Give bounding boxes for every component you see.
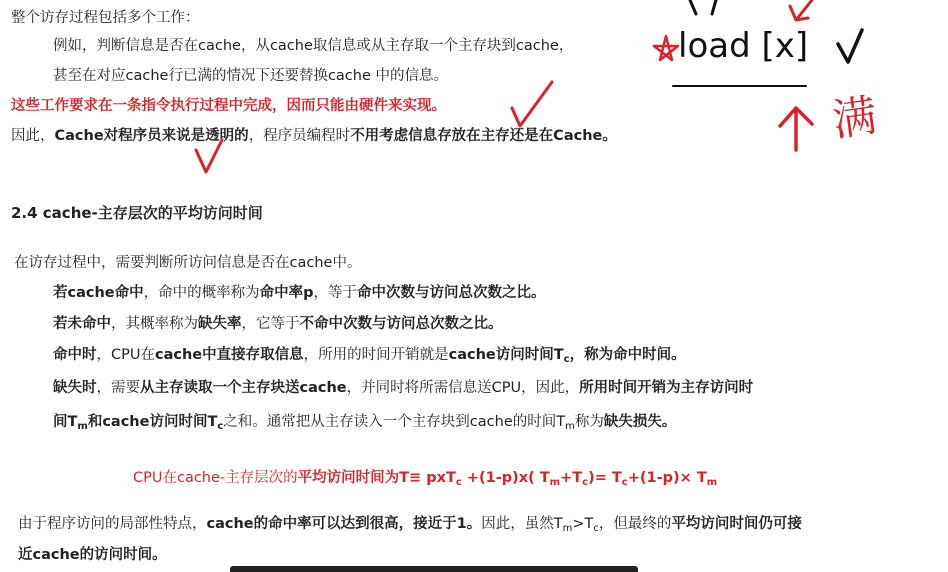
intro-hardware-statement: 这些工作要求在一条指令执行过程中完成，因而只能由硬件来实现。 bbox=[11, 98, 446, 114]
subscript: c bbox=[593, 523, 599, 534]
text-segment-bold: cache的命中率可以达到很高，接近于1。 bbox=[206, 516, 482, 532]
red-up-arrow bbox=[780, 108, 812, 150]
red-star-mark bbox=[654, 36, 678, 60]
text-segment: >T bbox=[572, 516, 594, 532]
red-check-mark bbox=[196, 140, 222, 172]
text-segment: 因此， bbox=[11, 128, 55, 144]
text-segment: 因此，虽然T bbox=[481, 516, 563, 532]
text-segment: CPU在cache-主存层次的 bbox=[133, 470, 298, 486]
text-segment: ，命中的概率称为 bbox=[143, 285, 260, 301]
text-segment: ，需要 bbox=[96, 380, 140, 396]
bottom-scrollbar[interactable] bbox=[230, 566, 638, 572]
text-segment-bold: 缺失时 bbox=[53, 380, 97, 396]
black-check-mark bbox=[838, 30, 862, 62]
text-segment-bold: 命中时 bbox=[53, 347, 97, 363]
subscript: m bbox=[549, 477, 561, 488]
locality-line-2: 近cache的访问时间。 bbox=[18, 547, 167, 563]
text-segment-bold: 命中次数与访问总次数之比。 bbox=[357, 285, 546, 301]
section-heading: 2.4 cache-主存层次的平均访问时间 bbox=[11, 204, 263, 222]
text-segment: ，等于 bbox=[313, 285, 358, 301]
subscript: m bbox=[77, 421, 88, 432]
text-segment-bold: +(1-p)x( T bbox=[461, 470, 550, 486]
text-segment: ，其概率称为 bbox=[111, 316, 198, 332]
intro-line-3: 甚至在对应cache行已满的情况下还要替换cache 中的信息。 bbox=[53, 68, 448, 84]
subscript: c bbox=[455, 477, 462, 488]
text-segment-bold: cache中直接存取信息 bbox=[154, 347, 304, 363]
text-segment: 之和。通常把从主存读入一个主存块到cache的时间T bbox=[223, 414, 566, 430]
intro-line-2: 例如，判断信息是否在cache，从cache取信息或从主存取一个主存块到cache， bbox=[53, 38, 574, 54]
text-segment: ，并同时将所需信息送CPU，因此， bbox=[346, 380, 580, 396]
red-arrow-mark bbox=[790, 0, 812, 20]
paragraph-access: 在访存过程中，需要判断所访问信息是否在cache中。 bbox=[14, 255, 362, 271]
subscript: c bbox=[217, 421, 224, 432]
text-segment-bold: 不用考虑信息存放在主存还是在Cache。 bbox=[350, 128, 617, 144]
subscript: c bbox=[582, 477, 589, 488]
text-segment-bold: 不命中次数与访问总次数之比。 bbox=[299, 316, 503, 332]
text-segment: 由于程序访问的局部性特点， bbox=[18, 516, 207, 532]
subscript: c bbox=[563, 354, 570, 365]
text-segment-bold: 平均访问时间为T≡ pxT bbox=[297, 470, 456, 486]
black-ink-stroke bbox=[690, 0, 716, 14]
text-segment-bold: 所用时间开销为主存访问时 bbox=[579, 380, 754, 396]
text-segment-bold: +T bbox=[560, 470, 583, 486]
text-segment: ，程序员编程时 bbox=[248, 128, 351, 144]
text-segment-bold: 间T bbox=[53, 414, 78, 430]
subscript: m bbox=[565, 421, 575, 432]
text-segment-bold: 和cache访问时间T bbox=[87, 414, 218, 430]
subscript: c bbox=[621, 477, 628, 488]
text-segment: ，但最终的 bbox=[598, 516, 672, 532]
text-segment: ，它等于 bbox=[241, 316, 300, 332]
handwritten-load-note: load [x] bbox=[678, 26, 809, 66]
subscript: m bbox=[706, 477, 718, 488]
text-segment: 称为 bbox=[574, 414, 604, 430]
intro-line-1: 整个访存过程包括多个工作： bbox=[11, 10, 200, 26]
text-segment-bold: 缺失损失。 bbox=[603, 414, 677, 430]
text-segment-bold: ，称为命中时间。 bbox=[569, 347, 686, 363]
text-segment-bold: 缺失率 bbox=[198, 316, 242, 332]
text-segment-bold: Cache对程序员来说是透明的 bbox=[54, 128, 249, 144]
text-segment: ，所用的时间开销就是 bbox=[303, 347, 449, 363]
text-segment-bold: cache访问时间T bbox=[448, 347, 564, 363]
handwritten-full-note: 满 bbox=[829, 90, 880, 147]
text-segment: ，CPU在 bbox=[96, 347, 155, 363]
text-segment-bold: )= T bbox=[588, 470, 622, 486]
text-segment-bold: 若未命中 bbox=[53, 316, 111, 332]
text-segment-bold: 若cache命中 bbox=[53, 285, 144, 301]
text-segment-bold: 命中率p bbox=[259, 285, 314, 301]
red-check-mark bbox=[512, 82, 552, 126]
subscript: m bbox=[562, 523, 573, 534]
text-segment-bold: 从主存读取一个主存块送cache bbox=[140, 380, 347, 396]
text-segment-bold: 平均访问时间仍可接 bbox=[671, 516, 802, 532]
text-segment-bold: +(1-p)× T bbox=[627, 470, 707, 486]
